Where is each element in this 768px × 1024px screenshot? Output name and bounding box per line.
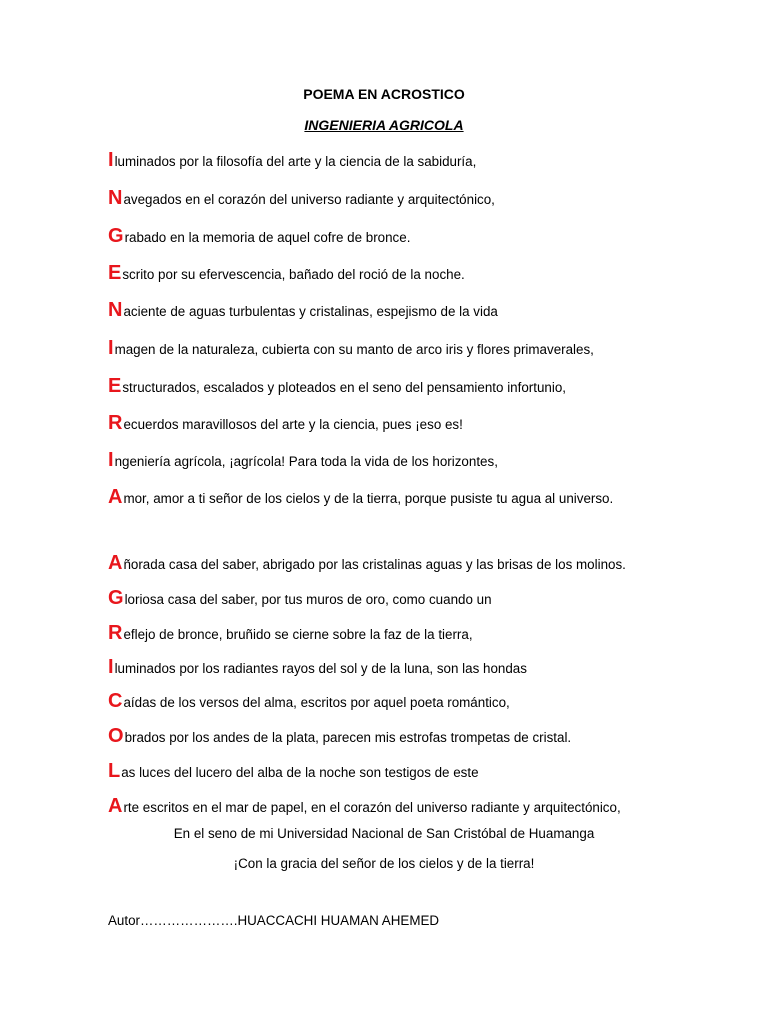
line-text: ñorada casa del saber, abrigado por las cristalinas aguas y las brisas de los molinos.	[123, 557, 626, 572]
poem-line	[108, 796, 621, 818]
acrostic-letter: A	[108, 486, 123, 508]
author-label: Autor………………….	[108, 913, 238, 928]
closing-line-2: ¡Con la gracia del señor de los cielos y de la tierra!	[233, 856, 535, 871]
line-text: aídas de los versos del alma, escritos por aquel poeta romántico,	[123, 695, 510, 710]
poem-line	[108, 150, 476, 172]
line-text: rabado en la memoria de aquel cofre de bronce.	[124, 230, 411, 245]
closing-line-1: En el seno de mi Universidad Nacional de San Cristóbal de Huamanga	[173, 826, 595, 841]
acrostic-letter: G	[108, 587, 124, 609]
line-text: loriosa casa del saber, por tus muros de oro, como cuando un	[124, 592, 492, 607]
acrostic-letter: N	[108, 187, 123, 209]
acrostic-letter: I	[108, 656, 114, 678]
line-text: as luces del lucero del alba de la noche son testigos de este	[121, 765, 479, 780]
poem-line	[108, 726, 571, 748]
acrostic-letter: A	[108, 795, 123, 817]
line-text: ecuerdos maravillosos del arte y la ciencia, pues ¡eso es!	[123, 417, 463, 432]
acrostic-letter: E	[108, 375, 122, 397]
poem-line	[108, 623, 473, 645]
line-text: structurados, escalados y ploteados en el seno del pensamiento infortunio,	[122, 380, 567, 395]
poem-line	[108, 263, 465, 285]
poem-line	[108, 226, 410, 248]
acrostic-letter: A	[108, 552, 123, 574]
line-text: rte escritos en el mar de papel, en el corazón del universo radiante y arquitectónico,	[123, 800, 621, 815]
line-text: eflejo de bronce, bruñido se cierne sobre la faz de la tierra,	[123, 627, 473, 642]
poem-line	[108, 691, 510, 713]
acrostic-letter: I	[108, 449, 114, 471]
poem-line	[108, 450, 498, 472]
line-text: scrito por su efervescencia, bañado del roció de la noche.	[122, 267, 465, 282]
author-name: HUACCACHI HUAMAN AHEMED	[237, 913, 440, 928]
poem-line	[108, 338, 594, 360]
poem-line	[108, 413, 463, 435]
line-text: magen de la naturaleza, cubierta con su manto de arco iris y flores primaverales,	[114, 342, 594, 357]
poem-line	[108, 761, 479, 783]
line-text: luminados por la filosofía del arte y la ciencia de la sabiduría,	[114, 154, 477, 169]
acrostic-letter: L	[108, 760, 121, 782]
acrostic-letter: O	[108, 725, 124, 747]
poem-line	[108, 300, 498, 322]
acrostic-letter: N	[108, 299, 123, 321]
acrostic-letter: G	[108, 225, 124, 247]
poem-subtitle: INGENIERIA AGRICOLA	[304, 117, 464, 133]
poem-line	[108, 376, 566, 398]
line-text: mor, amor a ti señor de los cielos y de la tierra, porque pusiste tu agua al universo.	[123, 491, 614, 506]
poem-line	[108, 588, 492, 610]
acrostic-letter: E	[108, 262, 122, 284]
poem-title: POEMA EN ACROSTICO	[303, 86, 465, 102]
acrostic-letter: R	[108, 622, 123, 644]
acrostic-letter: C	[108, 690, 123, 712]
poem-line	[108, 553, 626, 575]
author-line	[108, 913, 439, 928]
line-text: brados por los andes de la plata, parecen mis estrofas trompetas de cristal.	[124, 730, 572, 745]
line-text: luminados por los radiantes rayos del sol y de la luna, son las hondas	[114, 661, 527, 676]
acrostic-letter: I	[108, 337, 114, 359]
poem-line	[108, 188, 495, 210]
poem-line	[108, 487, 613, 509]
line-text: aciente de aguas turbulentas y cristalinas, espejismo de la vida	[123, 304, 498, 319]
line-text: avegados en el corazón del universo radiante y arquitectónico,	[123, 192, 495, 207]
acrostic-letter: I	[108, 149, 114, 171]
poem-line	[108, 657, 527, 679]
line-text: ngeniería agrícola, ¡agrícola! Para toda la vida de los horizontes,	[114, 454, 498, 469]
acrostic-letter: R	[108, 412, 123, 434]
